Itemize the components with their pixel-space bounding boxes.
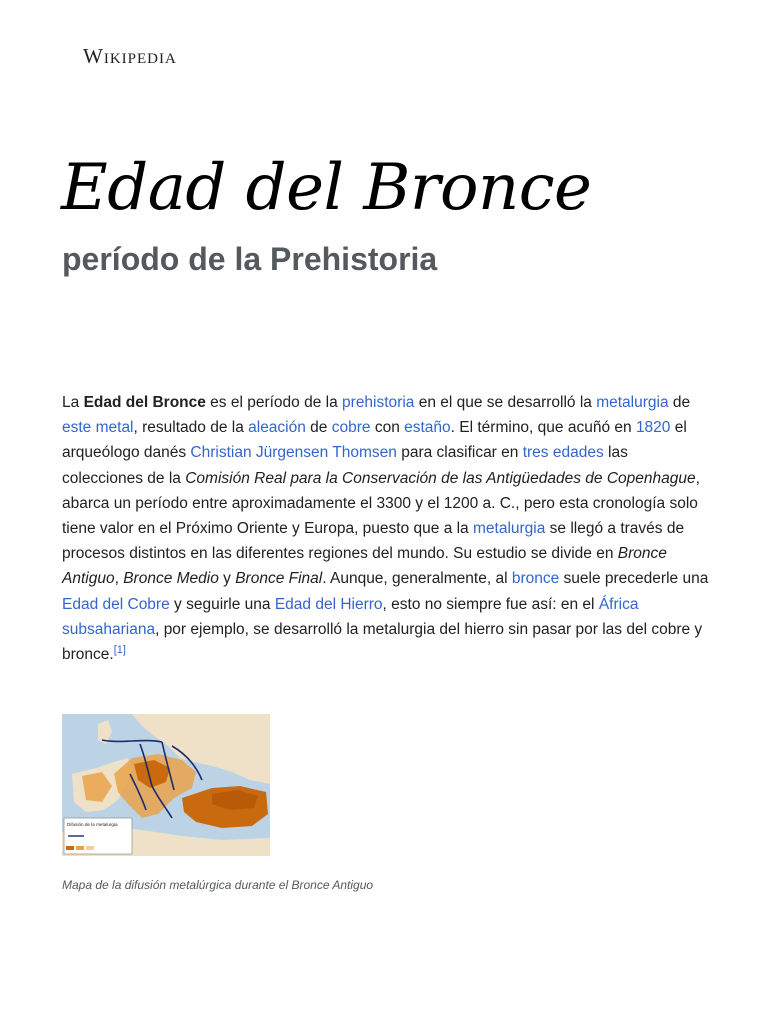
map-legend-swatch-dark bbox=[66, 846, 74, 850]
intro-text: . Aunque, generalmente, al bbox=[322, 570, 512, 588]
intro-text: y bbox=[218, 570, 236, 588]
wikipedia-logo[interactable]: Wikipedia bbox=[83, 44, 177, 68]
intro-bold-term: Edad del Bronce bbox=[83, 394, 206, 411]
intro-italic-text: Bronce Antiguo bbox=[62, 545, 667, 588]
reference-link[interactable]: [1] bbox=[113, 643, 126, 656]
page-title: Edad del Bronce bbox=[61, 151, 592, 225]
intro-paragraph bbox=[62, 390, 710, 667]
metallurgy-map-image bbox=[62, 714, 270, 856]
map-legend-title: Difusión de la metalurgia bbox=[67, 822, 118, 827]
intro-text: , por ejemplo, se desarrolló la metalurgia del hierro sin pasar por las del cobre y bronce. bbox=[62, 620, 703, 664]
intro-text: con bbox=[370, 419, 405, 437]
intro-text: las colecciones de la bbox=[62, 444, 628, 487]
intro-text: suele precederle una bbox=[559, 570, 709, 588]
intro-link[interactable]: Edad del Hierro bbox=[274, 595, 383, 613]
intro-link[interactable]: África subsahariana bbox=[62, 595, 639, 638]
metallurgy-map-figure[interactable] bbox=[62, 714, 270, 856]
intro-text: . El término, que acuñó en bbox=[450, 419, 636, 437]
intro-link[interactable]: Edad del Cobre bbox=[62, 595, 170, 613]
intro-link[interactable]: Christian Jürgensen Thomsen bbox=[190, 444, 397, 462]
intro-text: de bbox=[305, 419, 332, 437]
intro-link[interactable]: prehistoria bbox=[342, 394, 415, 411]
intro-text: se llegó a través de procesos distintos en las diferentes regiones del mundo. Su estudio se divide en bbox=[62, 520, 685, 563]
reference-superscript bbox=[114, 644, 126, 656]
intro-text: , esto no siempre fue así: en el bbox=[382, 595, 599, 613]
page-subtitle: período de la Prehistoria bbox=[62, 241, 438, 277]
intro-link[interactable]: metalurgia bbox=[596, 394, 669, 411]
intro-italic-text: Comisión Real para la Conservación de las Antigüedades de Copenhague bbox=[185, 469, 696, 487]
intro-text: para clasificar en bbox=[396, 444, 523, 462]
intro-text: de bbox=[668, 394, 691, 411]
intro-text: es el período de la bbox=[205, 394, 343, 411]
intro-text: en el que se desarrolló la bbox=[414, 394, 597, 411]
intro-link[interactable]: este metal bbox=[62, 419, 134, 437]
intro-link[interactable]: cobre bbox=[331, 419, 371, 437]
intro-link[interactable]: 1820 bbox=[635, 419, 671, 437]
intro-text: , resultado de la bbox=[133, 419, 249, 437]
intro-link[interactable]: estaño bbox=[404, 419, 451, 437]
intro-text: La bbox=[62, 394, 84, 411]
figure-caption: Mapa de la difusión metalúrgica durante el Bronce Antiguo bbox=[62, 878, 374, 892]
intro-link[interactable]: metalurgia bbox=[473, 520, 546, 538]
intro-text: y seguirle una bbox=[169, 595, 275, 613]
intro-text: el arqueólogo danés bbox=[62, 419, 687, 462]
intro-text: , bbox=[114, 570, 124, 588]
intro-italic-text: Bronce Medio bbox=[123, 570, 219, 588]
map-legend-swatch-mid bbox=[76, 846, 84, 850]
intro-link[interactable]: bronce bbox=[511, 570, 560, 588]
intro-text: , abarca un período entre aproximadamente el 3300 y el 1200 a. C., pero esta cronología solo tiene valor en el Próximo Oriente y Europa, puesto que a la bbox=[62, 469, 700, 538]
intro-link[interactable]: aleación bbox=[248, 419, 306, 437]
intro-italic-text: Bronce Final bbox=[235, 570, 323, 588]
map-legend-swatch-light bbox=[86, 846, 94, 850]
intro-link[interactable]: tres edades bbox=[522, 444, 604, 462]
